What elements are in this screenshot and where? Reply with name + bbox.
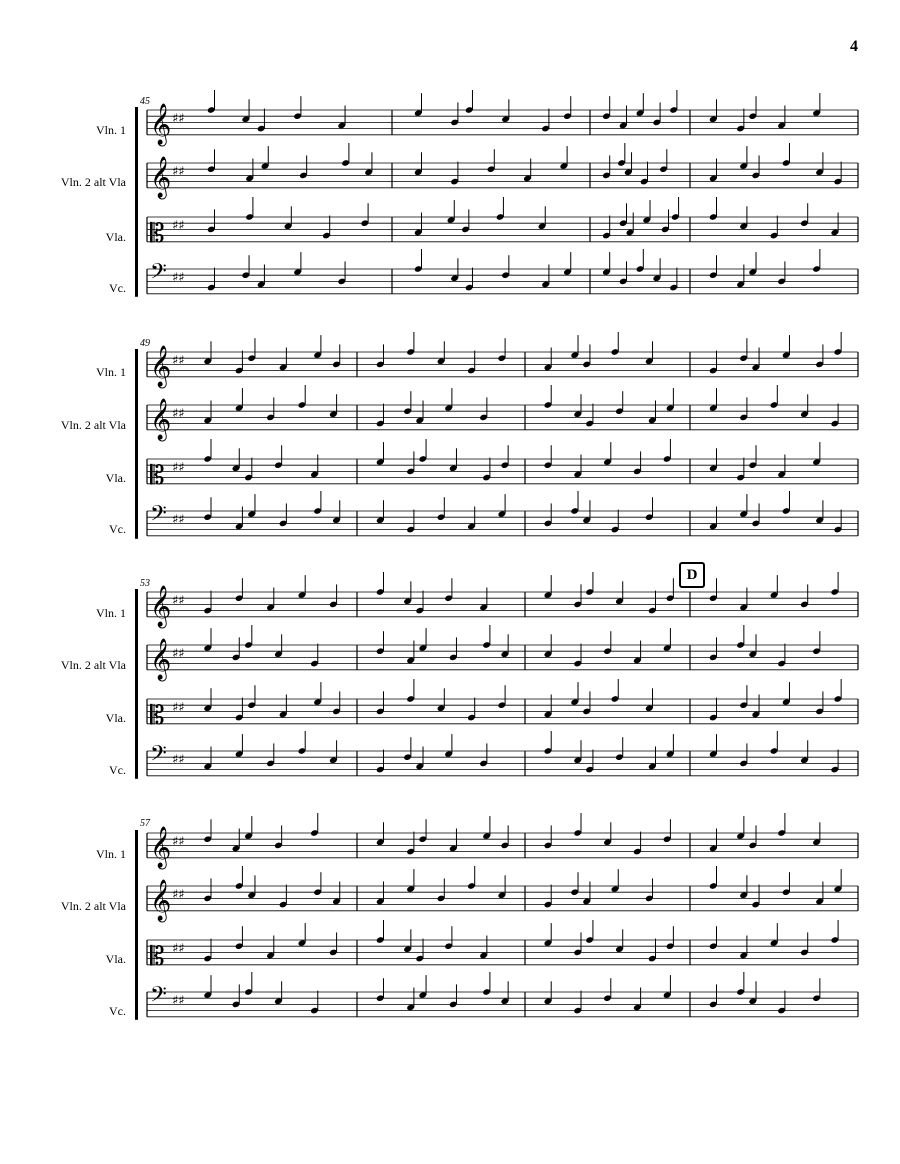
instrument-label: Vla.	[105, 952, 126, 966]
instrument-label: Vln. 1	[96, 606, 126, 620]
key-signature-icon: ♯♯	[172, 941, 185, 957]
key-signature-icon: ♯♯	[172, 834, 185, 850]
key-signature-icon: ♯♯	[172, 218, 185, 234]
page-number: 4	[850, 38, 858, 55]
instrument-label: Vc.	[109, 763, 126, 777]
key-signature-icon: ♯♯	[172, 752, 185, 768]
bass-clef-icon: 𝄢	[150, 259, 167, 290]
instrument-label: Vla.	[105, 471, 126, 485]
measure-number: 57	[140, 818, 150, 829]
instrument-label: Vc.	[109, 1004, 126, 1018]
instrument-label: Vln. 1	[96, 847, 126, 861]
measure-number: 45	[140, 96, 150, 107]
key-signature-icon: ♯♯	[172, 270, 185, 286]
system-bracket	[135, 589, 138, 779]
treble-clef-icon: 𝄞	[150, 346, 172, 388]
instrument-label: Vln. 2 alt Vla	[60, 658, 126, 672]
key-signature-icon: ♯♯	[172, 353, 185, 369]
instrument-label: Vc.	[109, 522, 126, 536]
measure-number: 53	[140, 578, 150, 589]
key-signature-icon: ♯♯	[172, 406, 185, 422]
key-signature-icon: ♯♯	[172, 164, 185, 180]
key-signature-icon: ♯♯	[172, 111, 185, 127]
system-bracket	[135, 830, 138, 1020]
instrument-label: Vla.	[105, 711, 126, 725]
instrument-label: Vln. 2 alt Vla	[60, 418, 126, 432]
instrument-label: Vln. 1	[96, 365, 126, 379]
instrument-label: Vln. 2 alt Vla	[60, 175, 126, 189]
bass-clef-icon: 𝄢	[150, 501, 167, 532]
treble-clef-icon: 𝄞	[150, 639, 172, 681]
key-signature-icon: ♯♯	[172, 700, 185, 716]
alto-clef-icon: 𝄡	[150, 460, 165, 491]
bass-clef-icon: 𝄢	[150, 741, 167, 772]
alto-clef-icon: 𝄡	[150, 941, 165, 972]
treble-clef-icon: 𝄞	[150, 880, 172, 922]
instrument-label: Vc.	[109, 281, 126, 295]
treble-clef-icon: 𝄞	[150, 827, 172, 869]
instrument-label: Vla.	[105, 230, 126, 244]
key-signature-icon: ♯♯	[172, 887, 185, 903]
alto-clef-icon: 𝄡	[150, 218, 165, 249]
key-signature-icon: ♯♯	[172, 993, 185, 1009]
rehearsal-mark: D	[679, 562, 705, 588]
treble-clef-icon: 𝄞	[150, 157, 172, 199]
treble-clef-icon: 𝄞	[150, 586, 172, 628]
system-bracket	[135, 349, 138, 539]
treble-clef-icon: 𝄞	[150, 399, 172, 441]
instrument-label: Vln. 2 alt Vla	[60, 899, 126, 913]
instrument-label: Vln. 1	[96, 123, 126, 137]
alto-clef-icon: 𝄡	[150, 700, 165, 731]
treble-clef-icon: 𝄞	[150, 104, 172, 146]
key-signature-icon: ♯♯	[172, 460, 185, 476]
measure-number: 49	[140, 338, 150, 349]
key-signature-icon: ♯♯	[172, 512, 185, 528]
key-signature-icon: ♯♯	[172, 593, 185, 609]
key-signature-icon: ♯♯	[172, 646, 185, 662]
system-bracket	[135, 107, 138, 297]
bass-clef-icon: 𝄢	[150, 982, 167, 1013]
